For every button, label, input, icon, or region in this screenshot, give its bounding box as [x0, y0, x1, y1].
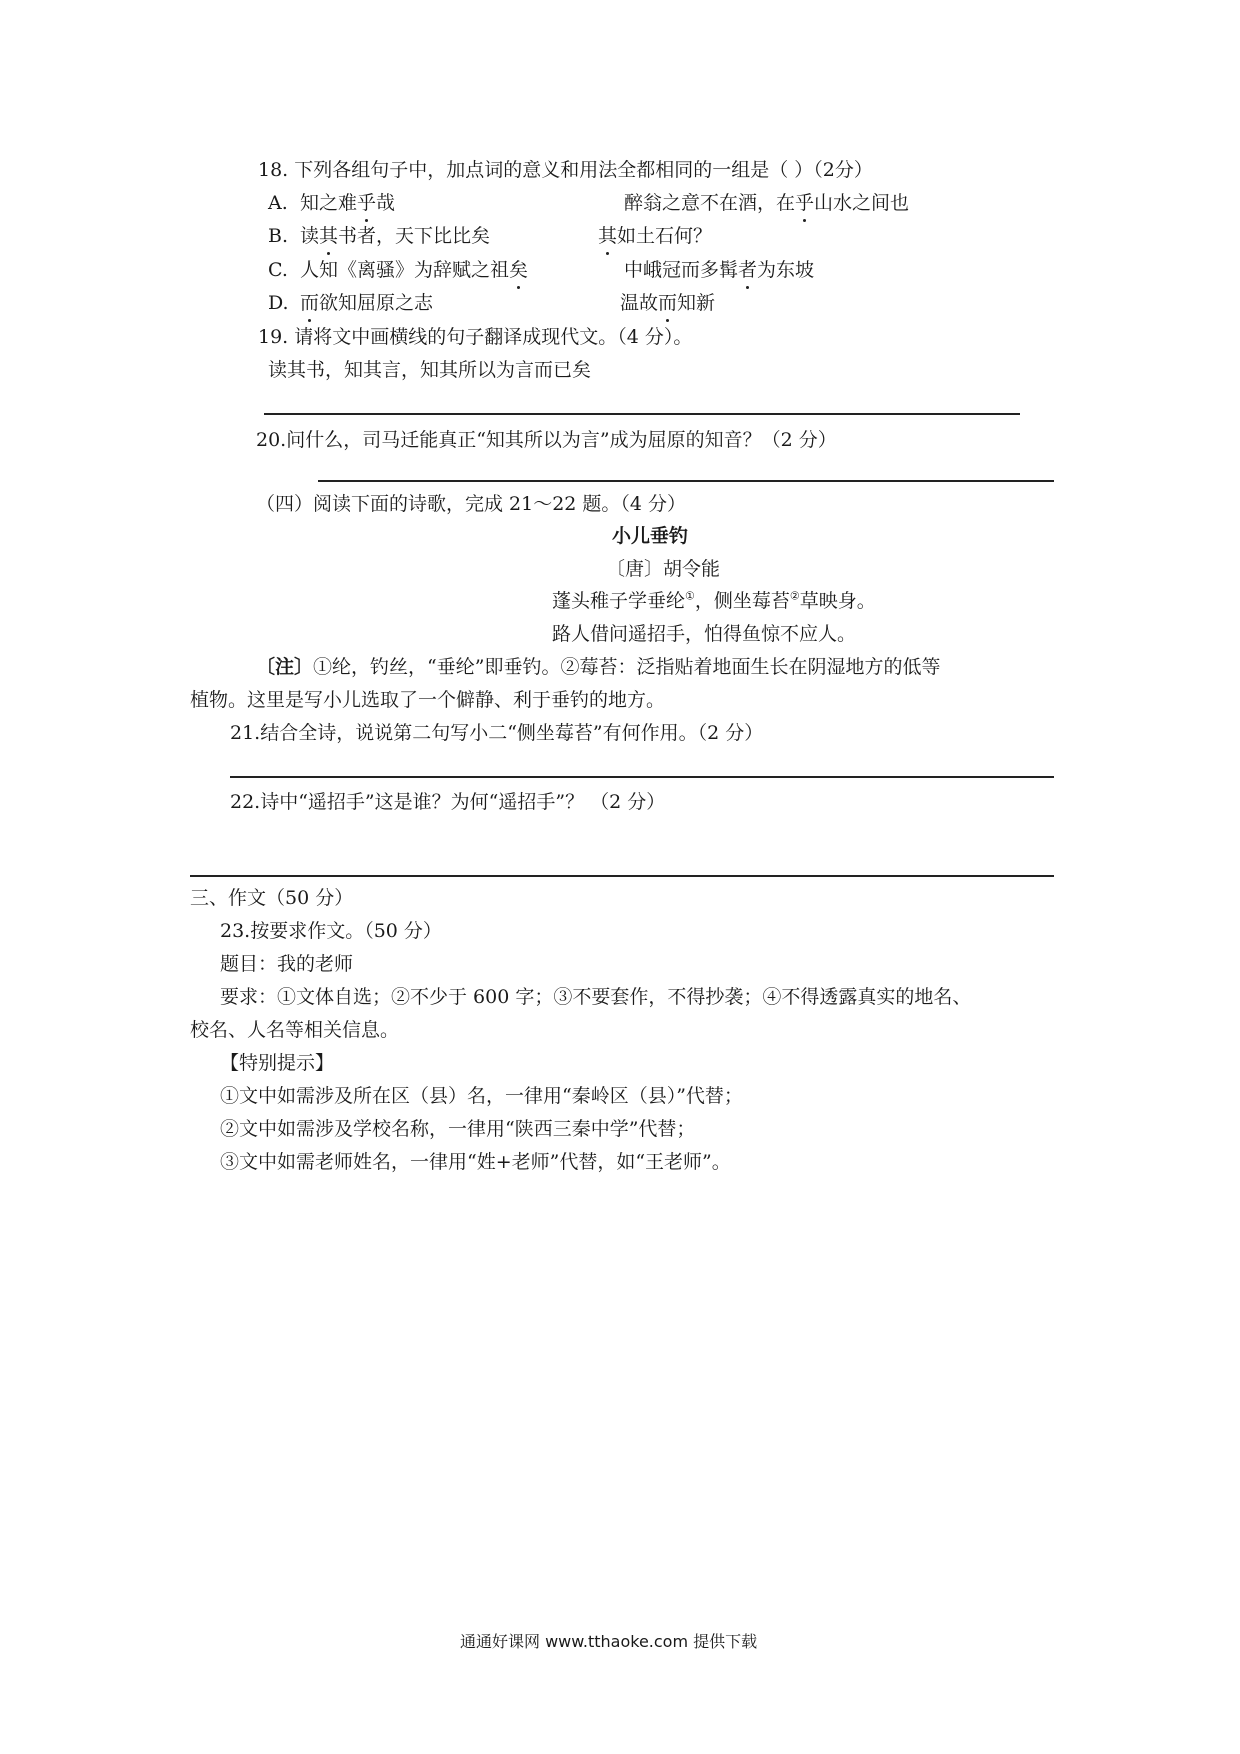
- dotted-word: 而: [658, 292, 678, 314]
- option-label: D.: [268, 292, 289, 314]
- text-segment: ①纶，钓丝，“垂纶”即垂钓。②莓苔：泛指贴着地面生长在阴湿地方的低等: [313, 656, 941, 678]
- dotted-word: 者: [738, 259, 758, 281]
- answer-line: [230, 776, 1054, 778]
- essay-requirements-line-2: 校名、人名等相关信息。: [190, 1019, 400, 1041]
- option-left-sentence: [300, 258, 528, 282]
- text-segment: 如土石何？: [617, 225, 713, 247]
- tip-3: ③文中如需老师姓名，一律用“姓+老师”代替，如“王老师”。: [220, 1151, 731, 1173]
- option-right-sentence: [620, 291, 715, 315]
- poem-line-2: 路人借问遥招手，怕得鱼惊不应人。: [552, 623, 857, 645]
- text-segment: 读: [300, 225, 320, 247]
- poem-notes-line-2: 植物。这里是写小儿选取了一个僻静、利于垂钓的地方。: [190, 689, 666, 711]
- text-segment: 蓬头稚子学垂纶: [552, 590, 686, 612]
- text-segment: 中峨冠而多髯: [624, 259, 739, 281]
- answer-line: [190, 875, 1054, 877]
- page-footer: 通通好课网 www.tthaoke.com 提供下载: [460, 1632, 758, 1651]
- essay-topic: 题目：我的老师: [220, 953, 354, 975]
- poem-title: 小儿垂钓: [612, 525, 689, 547]
- option-left-sentence: [300, 291, 433, 315]
- text-segment: 知新: [677, 292, 716, 314]
- q22-stem: 22.诗中“遥招手”这是谁？为何“遥招手”？ （2 分）: [230, 791, 666, 813]
- text-segment: 草映身。: [799, 590, 876, 612]
- tip-1: ①文中如需涉及所在区（县）名，一律用“秦岭区（县）”代替；: [220, 1085, 743, 1107]
- essay-requirements-line-1: 要求：①文体自选；②不少于 600 字；③不要套作，不得抄袭；④不得透露真实的地名、: [220, 986, 972, 1008]
- answer-line: [264, 413, 1020, 415]
- footnote-marker: ②: [789, 589, 800, 603]
- text-segment: 知之难: [300, 192, 358, 214]
- dotted-word: 矣: [509, 259, 529, 281]
- q23-stem: 23.按要求作文。（50 分）: [220, 920, 442, 942]
- text-segment: ，侧坐莓苔: [694, 590, 790, 612]
- poem-line-1: [552, 589, 876, 613]
- text-segment: 山水之间也: [814, 192, 910, 214]
- option-left-sentence: [300, 224, 490, 248]
- option-right-sentence: [598, 224, 712, 248]
- dotted-word: 其: [319, 225, 339, 247]
- note-label: 〔注〕: [256, 656, 314, 678]
- footnote-marker: ①: [685, 589, 695, 603]
- q18-stem: 18. 下列各组句子中，加点词的意义和用法全都相同的一组是（ ）（2分）: [258, 159, 873, 181]
- answer-line: [318, 480, 1054, 482]
- dotted-word: 乎: [795, 192, 815, 214]
- text-segment: 欲知屈原之志: [319, 292, 434, 314]
- dotted-word: 乎: [357, 192, 377, 214]
- dotted-word: 其: [598, 225, 618, 247]
- text-segment: 为东坡: [757, 259, 815, 281]
- tips-heading: 【特别提示】: [220, 1052, 335, 1074]
- option-left-sentence: [300, 191, 395, 215]
- text-segment: 书者，天下比比矣: [338, 225, 491, 247]
- q19-sentence: 读其书，知其言，知其所以为言而已矣: [268, 359, 592, 381]
- dotted-word: 而: [300, 292, 320, 314]
- poem-author: 〔唐〕胡令能: [606, 558, 721, 580]
- option-label: A.: [268, 192, 288, 214]
- option-right-sentence: [624, 191, 909, 215]
- text-segment: 醉翁之意不在酒，在: [624, 192, 796, 214]
- section-three-heading: 三、作文（50 分）: [190, 887, 354, 909]
- tip-2: ②文中如需涉及学校名称，一律用“陕西三秦中学”代替；: [220, 1118, 696, 1140]
- text-segment: 温故: [620, 292, 659, 314]
- q19-stem: 19. 请将文中画横线的句子翻译成现代文。（4 分）。: [258, 326, 693, 348]
- option-label: B.: [268, 225, 289, 247]
- section-four-intro: （四）阅读下面的诗歌，完成 21～22 题。（4 分）: [256, 493, 687, 515]
- text-segment: 人知《离骚》为辞赋之祖: [300, 259, 510, 281]
- option-label: C.: [268, 259, 288, 281]
- q20-stem: 20.问什么，司马迁能真正“知其所以为言”成为屈原的知音？（2 分）: [256, 429, 837, 451]
- q21-stem: 21.结合全诗，说说第二句写小二“侧坐莓苔”有何作用。（2 分）: [230, 722, 764, 744]
- text-segment: 哉: [376, 192, 396, 214]
- option-right-sentence: [624, 258, 814, 282]
- poem-notes-line-1: [256, 655, 940, 679]
